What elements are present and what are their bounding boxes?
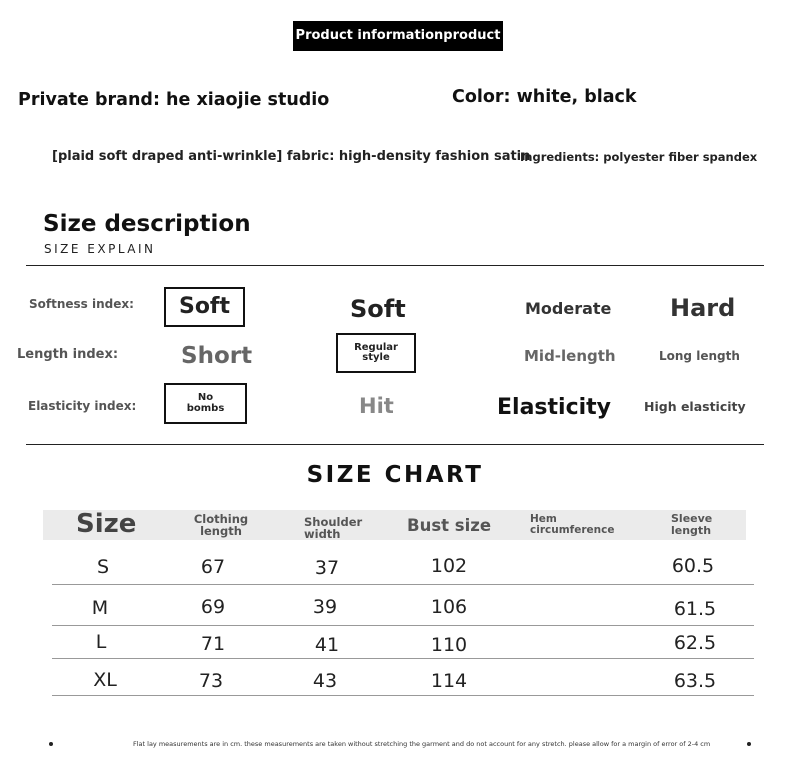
row-divider: [52, 584, 754, 585]
cell-size: L: [95, 631, 107, 653]
cell-bust-size: 110: [430, 634, 468, 656]
softness-option-selected: Soft: [164, 287, 245, 327]
elasticity-option-selected: No bombs: [164, 383, 247, 424]
cell-clothing-length: 69: [200, 596, 226, 618]
cell-sleeve-length: 60.5: [671, 555, 715, 577]
cell-bust-size: 114: [430, 670, 468, 692]
cell-sleeve-length: 61.5: [673, 598, 717, 620]
header-sleeve-length: Sleeve length: [671, 512, 713, 537]
size-chart-header-bg: [43, 510, 746, 540]
cell-size: M: [91, 597, 109, 619]
header-hem-circumference: Hem circumference: [530, 513, 615, 537]
length-label: Length index:: [17, 347, 119, 362]
cell-sleeve-length: 62.5: [673, 632, 717, 654]
size-description-title: Size description: [43, 211, 251, 237]
header-bust-size: Bust size: [407, 516, 492, 535]
header-shoulder-width: Shoulder width: [304, 515, 363, 542]
row-divider: [52, 658, 754, 659]
elasticity-option: High elasticity: [644, 399, 746, 414]
cell-size: XL: [93, 669, 117, 691]
length-option: Long length: [659, 349, 740, 363]
row-divider: [52, 625, 754, 626]
cell-shoulder-width: 39: [312, 596, 338, 618]
cell-shoulder-width: 37: [314, 557, 340, 579]
cell-clothing-length: 67: [200, 556, 226, 578]
cell-bust-size: 102: [430, 555, 468, 577]
footnote-text: Flat lay measurements are in cm. these measurements are taken without stretching the garment and do not account for any stretch. please allow for a margin of error of 2-4 cm: [133, 740, 711, 748]
softness-option: Hard: [670, 294, 736, 322]
cell-size: S: [96, 556, 110, 578]
header-clothing-length: Clothing length: [193, 512, 249, 539]
elasticity-option: Elasticity: [497, 395, 612, 420]
cell-clothing-length: 73: [198, 670, 224, 692]
row-divider: [52, 695, 754, 696]
length-option-selected: Regular style: [336, 333, 416, 373]
cell-sleeve-length: 63.5: [673, 670, 717, 692]
size-description-subtitle: SIZE EXPLAIN: [44, 242, 156, 256]
elasticity-label: Elasticity index:: [28, 399, 137, 413]
cell-clothing-length: 71: [200, 633, 226, 655]
softness-option: Moderate: [525, 299, 612, 318]
ingredients-text: Ingredients: polyester fiber spandex: [520, 150, 758, 164]
length-option: Mid-length: [524, 347, 616, 365]
product-info-header: Product informationproduct: [293, 21, 503, 51]
brand-text: Private brand: he xiaojie studio: [18, 90, 330, 110]
size-chart-title: SIZE CHART: [306, 462, 484, 488]
color-text: Color: white, black: [452, 87, 637, 107]
cell-shoulder-width: 43: [312, 670, 338, 692]
cell-shoulder-width: 41: [314, 634, 340, 656]
divider-bottom: [26, 444, 764, 445]
cell-bust-size: 106: [430, 596, 468, 618]
fabric-text: [plaid soft draped anti-wrinkle] fabric: high-density fashion satin: [52, 149, 531, 164]
bullet-dot: [49, 742, 53, 746]
softness-option: Soft: [350, 295, 406, 323]
length-option: Short: [181, 343, 253, 369]
elasticity-option: Hit: [359, 394, 394, 418]
divider-top: [26, 265, 764, 266]
bullet-dot: [747, 742, 751, 746]
header-size: Size: [76, 509, 137, 539]
softness-label: Softness index:: [29, 297, 134, 311]
